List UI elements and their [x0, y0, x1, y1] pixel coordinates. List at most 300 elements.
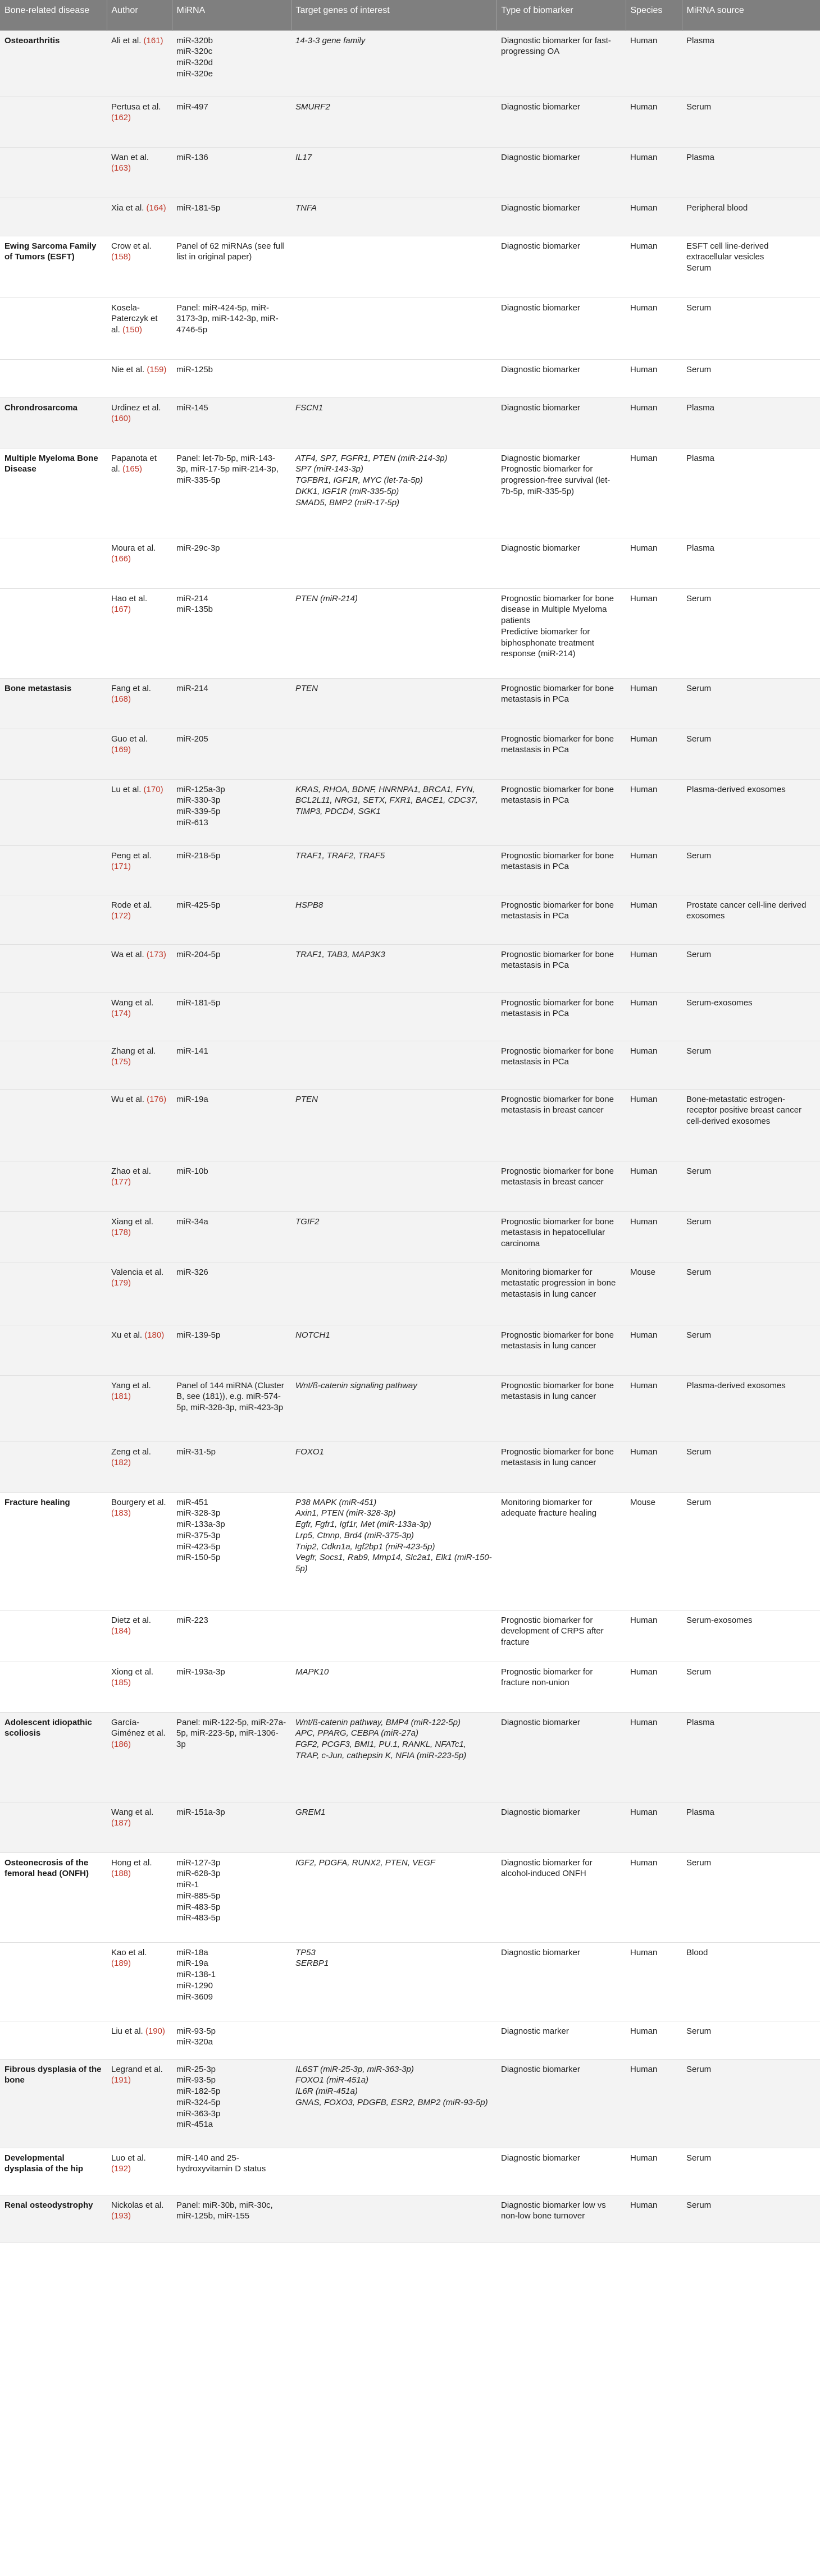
mirna-line: miR-19a: [176, 1959, 208, 1969]
mirna-line: miR-214: [176, 683, 208, 693]
mirna-source-line: Serum: [686, 2026, 712, 2036]
target-genes-cell: [291, 1712, 496, 1802]
biomarker-type-cell: [496, 2059, 626, 2148]
reference-link[interactable]: (191): [111, 2075, 131, 2085]
author-cell: [107, 2148, 172, 2195]
reference-link[interactable]: (163): [111, 163, 131, 173]
table-row: [0, 97, 820, 147]
disease-cell: Chrondrosarcoma: [0, 397, 107, 448]
mirna-line: miR-1: [176, 1880, 199, 1890]
mirna-line: miR-127-3p: [176, 1857, 221, 1868]
header-author: Author: [107, 0, 172, 30]
target-gene-line: GNAS, FOXO3, PDGFB, ESR2, BMP2 (miR-93-5p): [295, 2097, 488, 2107]
biomarker-type-line: Diagnostic biomarker: [501, 2153, 580, 2163]
target-genes-cell: [291, 1161, 496, 1211]
reference-link[interactable]: (150): [122, 325, 143, 335]
table-row: [0, 2148, 820, 2195]
mirna-cell: [172, 2195, 291, 2242]
species-cell: Human: [626, 1610, 682, 1662]
mirna-line: miR-151a-3p: [176, 1807, 225, 1817]
target-gene-line: TGIF2: [295, 1216, 320, 1227]
target-gene-line: ATF4, SP7, FGFR1, PTEN (miR-214-3p): [295, 453, 448, 463]
reference-link[interactable]: (189): [111, 1959, 131, 1969]
mirna-line: miR-3609: [176, 1992, 213, 2002]
reference-link[interactable]: (176): [147, 1094, 167, 1104]
author-cell: [107, 397, 172, 448]
target-genes-cell: [291, 236, 496, 298]
author-name: Papanota et al.: [111, 453, 157, 474]
reference-link[interactable]: (165): [122, 464, 143, 474]
mirna-line: miR-204-5p: [176, 949, 221, 959]
target-genes-cell: [291, 1211, 496, 1262]
mirna-line: miR-10b: [176, 1166, 208, 1176]
table-row: [0, 1161, 820, 1211]
table-row: [0, 236, 820, 298]
mirna-source-line: Serum: [686, 2200, 712, 2210]
target-genes-cell: [291, 359, 496, 397]
biomarker-type-cell: [496, 895, 626, 944]
target-gene-line: Vegfr, Socs1, Rab9, Mmp14, Slc2a1, Elk1 (miR-150-5p): [295, 1553, 492, 1574]
target-gene-line: FSCN1: [295, 402, 324, 413]
author-name: Yang et al.: [111, 1380, 151, 1390]
species-cell: Human: [626, 97, 682, 147]
mirna-source-line: Serum: [686, 1330, 712, 1340]
disease-cell: [0, 359, 107, 397]
species-cell: Human: [626, 147, 682, 198]
species-cell: Human: [626, 1211, 682, 1262]
biomarker-type-line: Prognostic biomarker for bone metastasis in PCa: [501, 734, 614, 755]
target-genes-cell: [291, 1041, 496, 1089]
mirna-source-line: Serum: [686, 1857, 712, 1868]
target-genes-cell: [291, 2059, 496, 2148]
disease-cell: [0, 729, 107, 779]
author-name: Luo et al.: [111, 2153, 146, 2163]
mirna-cell: [172, 1492, 291, 1610]
table-row: [0, 2021, 820, 2059]
biomarker-type-cell: [496, 1375, 626, 1442]
reference-link[interactable]: (181): [111, 1392, 131, 1402]
mirna-line: miR-141: [176, 1046, 208, 1056]
table-row: [0, 992, 820, 1041]
biomarker-type-cell: [496, 2021, 626, 2059]
author-name: Nie et al.: [111, 364, 145, 374]
reference-link[interactable]: (161): [143, 35, 163, 45]
species-cell: Human: [626, 30, 682, 97]
biomarker-type-cell: [496, 1089, 626, 1161]
mirna-cell: [172, 678, 291, 729]
disease-cell: [0, 1662, 107, 1712]
mirna-line: miR-138-1: [176, 1970, 216, 1980]
author-name: Wa et al.: [111, 949, 144, 959]
disease-cell: [0, 147, 107, 198]
author-cell: [107, 845, 172, 895]
author-cell: [107, 298, 172, 359]
reference-link[interactable]: (187): [111, 1818, 131, 1828]
biomarker-type-line: Prognostic biomarker for bone metastasis in breast cancer: [501, 1166, 614, 1187]
biomarker-type-line: Prognostic biomarker for bone disease in Multiple Myeloma patients: [501, 593, 614, 626]
reference-link[interactable]: (182): [111, 1458, 131, 1468]
author-cell: [107, 448, 172, 538]
table-row: [0, 1089, 820, 1161]
table-row: [0, 678, 820, 729]
mirna-source-cell: [682, 1211, 820, 1262]
target-genes-cell: [291, 1262, 496, 1325]
biomarker-type-line: Prognostic biomarker for bone metastasis in PCa: [501, 683, 614, 704]
header-mirna: MiRNA: [172, 0, 291, 30]
mirna-source-cell: [682, 97, 820, 147]
target-gene-line: FOXO1 (miR-451a): [295, 2075, 369, 2085]
mirna-source-line: Serum: [686, 303, 712, 313]
mirna-source-cell: [682, 397, 820, 448]
mirna-line: miR-330-3p: [176, 795, 221, 806]
author-name: Guo et al.: [111, 734, 148, 744]
mirna-source-line: Serum: [686, 593, 712, 603]
reference-link[interactable]: (173): [146, 949, 166, 959]
species-cell: Human: [626, 359, 682, 397]
species-cell: Human: [626, 397, 682, 448]
mirna-source-cell: [682, 538, 820, 588]
target-gene-line: P38 MAPK (miR-451): [295, 1497, 377, 1507]
mirna-cell: [172, 1802, 291, 1852]
table-row: [0, 1375, 820, 1442]
biomarker-type-line: Prognostic biomarker for bone metastasis in breast cancer: [501, 1094, 614, 1115]
author-cell: [107, 992, 172, 1041]
header-biomarker-type: Type of biomarker: [496, 0, 626, 30]
mirna-cell: [172, 944, 291, 992]
disease-cell: [0, 1610, 107, 1662]
biomarker-type-line: Diagnostic biomarker: [501, 402, 580, 413]
mirna-cell: [172, 1662, 291, 1712]
mirna-cell: [172, 97, 291, 147]
reference-link[interactable]: (175): [111, 1057, 131, 1067]
biomarker-type-cell: [496, 845, 626, 895]
author-name: Crow et al.: [111, 241, 152, 251]
reference-link[interactable]: (170): [143, 784, 163, 794]
target-genes-cell: [291, 1325, 496, 1375]
biomarker-type-cell: [496, 1712, 626, 1802]
mirna-cell: [172, 1262, 291, 1325]
mirna-line: miR-135b: [176, 605, 213, 615]
mirna-line: miR-181-5p: [176, 203, 221, 213]
biomarker-type-line: Monitoring biomarker for adequate fracture healing: [501, 1497, 597, 1518]
mirna-line: miR-125a-3p: [176, 784, 225, 794]
species-cell: Mouse: [626, 1492, 682, 1610]
author-cell: [107, 1802, 172, 1852]
reference-link[interactable]: (183): [111, 1508, 131, 1518]
table-row: [0, 944, 820, 992]
biomarker-type-cell: [496, 1610, 626, 1662]
mirna-line: miR-1290: [176, 1980, 213, 1991]
disease-cell: [0, 298, 107, 359]
reference-link[interactable]: (168): [111, 694, 131, 704]
disease-cell: Bone metastasis: [0, 678, 107, 729]
mirna-source-cell: [682, 1492, 820, 1610]
table-row: [0, 1325, 820, 1375]
target-gene-line: HSPB8: [295, 900, 324, 910]
author-name: Kosela-Paterczyk et al.: [111, 303, 158, 335]
author-cell: [107, 1375, 172, 1442]
biomarker-type-cell: [496, 1325, 626, 1375]
biomarker-type-line: Diagnostic biomarker: [501, 303, 580, 313]
table-row: [0, 1442, 820, 1492]
disease-cell: [0, 1089, 107, 1161]
author-cell: [107, 30, 172, 97]
biomarker-type-line: Prognostic biomarker for bone metastasis in lung cancer: [501, 1447, 614, 1468]
mirna-source-cell: [682, 992, 820, 1041]
disease-cell: [0, 538, 107, 588]
species-cell: Human: [626, 2148, 682, 2195]
mirna-source-line: Plasma: [686, 543, 715, 553]
mirna-source-line: Blood: [686, 1947, 708, 1957]
biomarker-type-line: Diagnostic biomarker: [501, 102, 580, 112]
reference-link[interactable]: (192): [111, 2164, 131, 2174]
mirna-source-cell: [682, 779, 820, 845]
target-genes-cell: [291, 2021, 496, 2059]
target-genes-cell: [291, 1610, 496, 1662]
mirna-line: miR-25-3p: [176, 2064, 216, 2074]
reference-link[interactable]: (184): [111, 1626, 131, 1636]
target-gene-line: SMURF2: [295, 102, 330, 112]
author-name: Zhang et al.: [111, 1046, 156, 1056]
target-genes-cell: [291, 944, 496, 992]
mirna-cell: [172, 1610, 291, 1662]
mirna-line: miR-320b: [176, 35, 213, 45]
species-cell: Human: [626, 1161, 682, 1211]
mirna-source-cell: [682, 1662, 820, 1712]
reference-link[interactable]: (180): [144, 1330, 165, 1340]
biomarker-type-cell: [496, 992, 626, 1041]
target-genes-cell: [291, 1089, 496, 1161]
target-genes-cell: [291, 30, 496, 97]
author-cell: [107, 1325, 172, 1375]
mirna-line: miR-31-5p: [176, 1447, 216, 1457]
target-genes-cell: [291, 992, 496, 1041]
author-cell: [107, 1089, 172, 1161]
mirna-source-cell: [682, 198, 820, 236]
author-name: Xu et al.: [111, 1330, 143, 1340]
author-cell: [107, 1211, 172, 1262]
disease-cell: [0, 198, 107, 236]
mirna-cell: [172, 1325, 291, 1375]
disease-cell: [0, 1442, 107, 1492]
reference-link[interactable]: (188): [111, 1869, 131, 1879]
target-genes-cell: [291, 1942, 496, 2021]
table-body: [0, 30, 820, 2242]
disease-cell: [0, 779, 107, 845]
author-cell: [107, 1041, 172, 1089]
mirna-source-line: Serum: [686, 1166, 712, 1176]
reference-link[interactable]: (171): [111, 862, 131, 872]
mirna-line: miR-451: [176, 1497, 208, 1507]
mirna-cell: [172, 359, 291, 397]
author-name: Kao et al.: [111, 1947, 147, 1957]
mirna-source-cell: [682, 298, 820, 359]
biomarker-type-line: Diagnostic biomarker: [501, 203, 580, 213]
target-genes-cell: [291, 1442, 496, 1492]
reference-link[interactable]: (159): [147, 364, 167, 374]
header-species: Species: [626, 0, 682, 30]
reference-link[interactable]: (190): [145, 2026, 165, 2036]
target-gene-line: Lrp5, Ctnnp, Brd4 (miR-375-3p): [295, 1530, 414, 1540]
biomarker-type-line: Prognostic biomarker for bone metastasis in PCa: [501, 850, 614, 872]
disease-cell: [0, 895, 107, 944]
mirna-source-line: Serum: [686, 1267, 712, 1277]
reference-link[interactable]: (160): [111, 414, 131, 424]
mirna-source-line: Serum: [686, 364, 712, 374]
target-gene-line: PTEN (miR-214): [295, 593, 358, 603]
target-gene-line: IL6R (miR-451a): [295, 2087, 358, 2097]
reference-link[interactable]: (174): [111, 1009, 131, 1019]
mirna-line: miR-885-5p: [176, 1891, 221, 1901]
biomarker-type-line: Diagnostic biomarker for alcohol-induced ONFH: [501, 1857, 593, 1879]
mirna-source-line: Plasma-derived exosomes: [686, 784, 786, 794]
mirna-cell: [172, 2148, 291, 2195]
mirna-cell: [172, 1041, 291, 1089]
biomarker-type-cell: [496, 2148, 626, 2195]
reference-link[interactable]: (178): [111, 1228, 131, 1238]
mirna-source-cell: [682, 729, 820, 779]
biomarker-type-cell: [496, 1662, 626, 1712]
species-cell: Human: [626, 779, 682, 845]
disease-cell: [0, 1325, 107, 1375]
species-cell: Human: [626, 588, 682, 678]
mirna-source-cell: [682, 1161, 820, 1211]
biomarker-type-cell: [496, 359, 626, 397]
disease-cell: Fracture healing: [0, 1492, 107, 1610]
target-gene-line: GREM1: [295, 1807, 326, 1817]
biomarker-type-line: Prognostic biomarker for progression-free survival (let-7b-5p, miR-335-5p): [501, 464, 611, 496]
table-row: [0, 779, 820, 845]
target-gene-line: Axin1, PTEN (miR-328-3p): [295, 1508, 396, 1518]
author-cell: [107, 2021, 172, 2059]
reference-link[interactable]: (158): [111, 252, 131, 262]
author-name: Xiang et al.: [111, 1216, 154, 1227]
author-name: Xiong et al.: [111, 1667, 154, 1677]
table-row: [0, 397, 820, 448]
biomarker-type-cell: [496, 236, 626, 298]
mirna-line: miR-613: [176, 817, 208, 827]
species-cell: Mouse: [626, 1262, 682, 1325]
biomarker-type-cell: [496, 30, 626, 97]
target-gene-line: MAPK10: [295, 1667, 329, 1677]
disease-cell: [0, 588, 107, 678]
mirna-source-line: Bone-metastatic estrogen-receptor positive breast cancer cell-derived exosomes: [686, 1094, 802, 1127]
mirna-cell: [172, 1161, 291, 1211]
mirna-line: miR-193a-3p: [176, 1667, 225, 1677]
author-name: Ali et al.: [111, 35, 142, 45]
reference-link[interactable]: (185): [111, 1678, 131, 1688]
biomarker-type-cell: [496, 1442, 626, 1492]
mirna-line: miR-19a: [176, 1094, 208, 1104]
mirna-source-cell: [682, 1442, 820, 1492]
author-name: Peng et al.: [111, 850, 152, 861]
mirna-line: miR-425-5p: [176, 900, 221, 910]
disease-cell: [0, 1161, 107, 1211]
mirna-cell: [172, 895, 291, 944]
reference-link[interactable]: (172): [111, 911, 131, 921]
reference-link[interactable]: (179): [111, 1278, 131, 1288]
author-name: Wu et al.: [111, 1094, 144, 1104]
biomarker-type-line: Diagnostic biomarker: [501, 364, 580, 374]
biomarker-type-cell: [496, 588, 626, 678]
target-gene-line: IL17: [295, 152, 312, 162]
biomarker-type-cell: [496, 1942, 626, 2021]
reference-link[interactable]: (162): [111, 113, 131, 123]
author-cell: [107, 147, 172, 198]
table-row: [0, 895, 820, 944]
mirna-source-cell: [682, 1262, 820, 1325]
mirna-source-line: Serum: [686, 949, 712, 959]
mirna-source-line: Plasma: [686, 402, 715, 413]
author-cell: [107, 729, 172, 779]
target-genes-cell: [291, 298, 496, 359]
author-name: Pertusa et al.: [111, 102, 161, 112]
author-name: Moura et al.: [111, 543, 156, 553]
author-name: Wan et al.: [111, 152, 149, 162]
mirna-source-line: Serum: [686, 683, 712, 693]
table-row: [0, 1610, 820, 1662]
target-genes-cell: [291, 895, 496, 944]
mirna-source-line: Serum: [686, 2153, 712, 2163]
author-cell: [107, 538, 172, 588]
mirna-cell: [172, 397, 291, 448]
reference-link[interactable]: (193): [111, 2211, 131, 2221]
target-gene-line: FOXO1: [295, 1447, 324, 1457]
table-row: [0, 729, 820, 779]
table-row: [0, 588, 820, 678]
mirna-source-cell: [682, 2059, 820, 2148]
mirna-line: miR-181-5p: [176, 998, 221, 1008]
biomarker-type-line: Prognostic biomarker for bone metastasis in PCa: [501, 998, 614, 1019]
mirna-line: Panel: miR-122-5p, miR-27a-5p, miR-223-5p, miR-1306-3p: [176, 1717, 286, 1750]
reference-link[interactable]: (177): [111, 1177, 131, 1187]
mirna-line: miR-451a: [176, 2120, 213, 2130]
mirna-source-line: Plasma: [686, 453, 715, 463]
disease-cell: [0, 1211, 107, 1262]
mirna-line: miR-423-5p: [176, 1541, 221, 1552]
reference-link[interactable]: (164): [146, 203, 166, 213]
mirna-line: miR-93-5p: [176, 2075, 216, 2085]
mirna-source-cell: [682, 359, 820, 397]
mirna-line: miR-483-5p: [176, 1913, 221, 1923]
mirna-line: miR-375-3p: [176, 1530, 221, 1540]
mirna-cell: [172, 1375, 291, 1442]
reference-link[interactable]: (169): [111, 745, 131, 755]
reference-link[interactable]: (167): [111, 605, 131, 615]
mirna-source-line: Plasma: [686, 152, 715, 162]
author-cell: [107, 1610, 172, 1662]
target-genes-cell: [291, 1492, 496, 1610]
mirna-source-cell: [682, 236, 820, 298]
biomarker-type-cell: [496, 1161, 626, 1211]
reference-link[interactable]: (166): [111, 554, 131, 564]
mirna-source-cell: [682, 944, 820, 992]
mirna-line: miR-205: [176, 734, 208, 744]
mirna-source-line: Serum: [686, 1447, 712, 1457]
biomarker-type-line: Diagnostic marker: [501, 2026, 569, 2036]
disease-cell: Ewing Sarcoma Family of Tumors (ESFT): [0, 236, 107, 298]
mirna-line: miR-214: [176, 593, 208, 603]
reference-link[interactable]: (186): [111, 1740, 131, 1750]
biomarker-type-cell: [496, 538, 626, 588]
biomarker-type-line: Prognostic biomarker for bone metastasis in hepatocellular carcinoma: [501, 1216, 614, 1249]
author-cell: [107, 588, 172, 678]
biomarker-type-cell: [496, 298, 626, 359]
target-gene-line: TNFA: [295, 203, 317, 213]
species-cell: Human: [626, 2021, 682, 2059]
author-cell: [107, 2195, 172, 2242]
author-name: Urdinez et al.: [111, 402, 161, 413]
